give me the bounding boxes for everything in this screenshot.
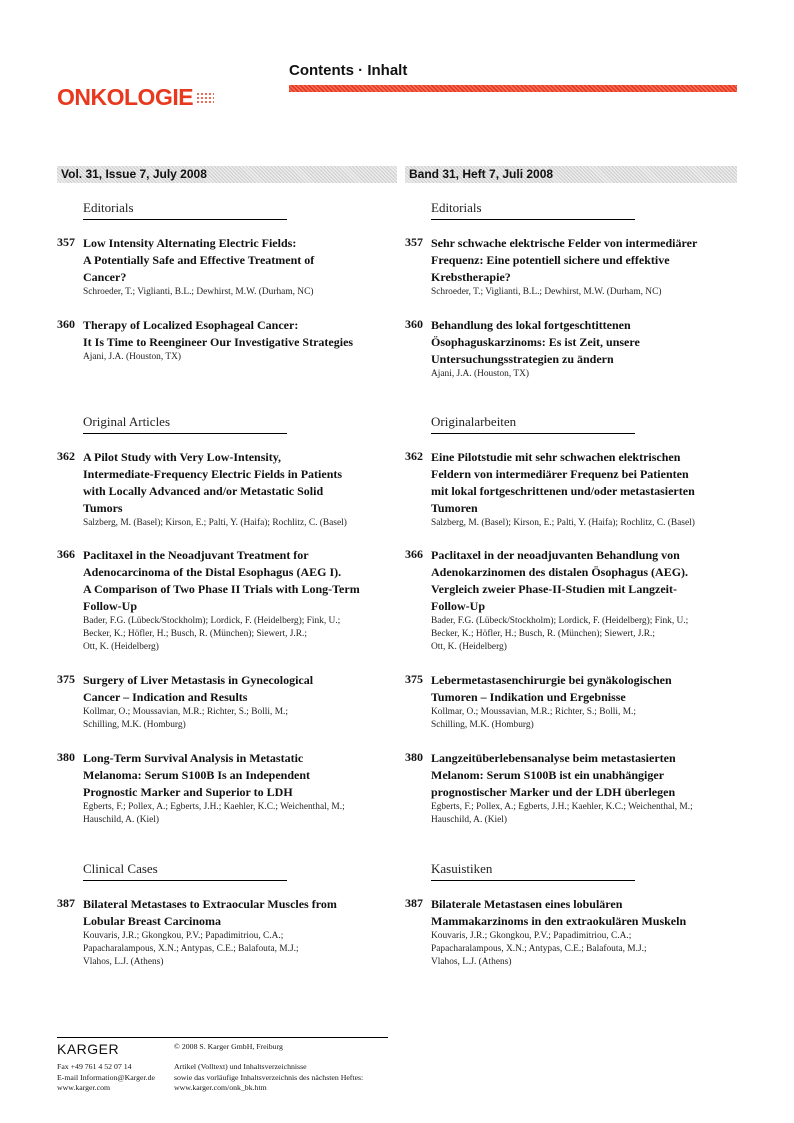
article-authors-line: Schilling, M.K. (Homburg) <box>83 720 186 730</box>
online-note-line: Artikel (Volltext) und Inhaltsverzeichnisse <box>174 1062 307 1071</box>
section-heading: Editorials <box>431 200 482 215</box>
article-authors-line: Kouvaris, J.R.; Gkongkou, P.V.; Papadimitriou, C.A.; <box>431 931 632 941</box>
article-authors-line: Vlahos, L.J. (Athens) <box>431 957 512 967</box>
article-title-line: Cancer – Indication and Results <box>83 690 248 704</box>
article-authors-line: Hauschild, A. (Kiel) <box>83 815 160 825</box>
article-authors-line: Ajani, J.A. (Houston, TX) <box>83 352 181 362</box>
article-authors-line: Schroeder, T.; Viglianti, B.L.; Dewhirst, M.W. (Durham, NC) <box>431 287 662 297</box>
article-title-line: Krebstherapie? <box>431 270 511 284</box>
article-authors-line: Egberts, F.; Pollex, A.; Egberts, J.H.; Kaehler, K.C.; Weichenthal, M.; <box>431 802 693 812</box>
toc-entry[interactable] <box>57 449 397 530</box>
article-title-line: Feldern von intermediärer Frequenz bei Patienten <box>431 467 689 481</box>
section-editorials <box>57 200 397 220</box>
article-title-line: Bilateral Metastases to Extraocular Muscles from <box>83 897 337 911</box>
section-rule <box>83 219 287 220</box>
online-note-line: sowie das vorläufige Inhaltsverzeichnis des nächsten Heftes: <box>174 1072 364 1082</box>
page-number: 362 <box>57 449 75 463</box>
toc-entry[interactable] <box>405 672 745 732</box>
article-title-line: Bilaterale Metastasen eines lobulären <box>431 897 623 911</box>
issue-bar-english: Vol. 31, Issue 7, July 2008 <box>57 166 397 183</box>
article-authors-line: Salzberg, M. (Basel); Kirson, E.; Palti, Y. (Haifa); Rochlitz, C. (Basel) <box>431 518 695 528</box>
article-title-line: Long-Term Survival Analysis in Metastatic <box>83 751 304 765</box>
article-title-line: Surgery of Liver Metastasis in Gynecological <box>83 673 314 687</box>
article-title-line: Adenokarzinomen des distalen Ösophagus (AEG). <box>431 565 689 579</box>
article-title-line: A Pilot Study with Very Low-Intensity, <box>83 450 282 464</box>
article-authors-line: Becker, K.; Höfler, H.; Busch, R. (München); Siewert, J.R.; <box>431 629 655 639</box>
section-clinical-cases <box>57 861 397 881</box>
page-number: 360 <box>405 317 423 331</box>
email-address[interactable]: E-mail Information@Karger.de <box>57 1072 155 1082</box>
section-rule <box>83 880 287 881</box>
section-heading: Original Articles <box>83 414 171 429</box>
page-number: 380 <box>405 750 423 764</box>
article-title-line: Vergleich zweier Phase-II-Studien mit Langzeit- <box>431 582 677 596</box>
journal-logo: ONKOLOGIE <box>57 84 194 110</box>
logo-dot-pattern <box>196 92 214 104</box>
toc-entry[interactable] <box>57 750 397 827</box>
article-authors-line: Ott, K. (Heidelberg) <box>431 642 507 652</box>
article-authors-line: Papacharalampous, X.N.; Antypas, C.E.; Balafouta, M.J.; <box>83 944 299 954</box>
fax-number: Fax +49 761 4 52 07 14 <box>57 1062 132 1071</box>
page-number: 366 <box>405 547 423 561</box>
article-title-line: mit lokal fortgeschrittenen und/oder metastasierten <box>431 484 695 498</box>
section-originalarbeiten <box>405 414 745 434</box>
toc-entry[interactable] <box>405 317 745 381</box>
title-rule <box>289 85 737 92</box>
section-rule <box>431 880 635 881</box>
section-heading: Kasuistiken <box>431 861 493 876</box>
article-authors-line: Vlahos, L.J. (Athens) <box>83 957 164 967</box>
section-editorials-de <box>405 200 745 220</box>
article-title-line: Paclitaxel in the Neoadjuvant Treatment for <box>83 548 309 562</box>
article-title-line: A Comparison of Two Phase II Trials with Long-Term <box>83 582 360 596</box>
page-number: 387 <box>405 896 423 910</box>
toc-entry[interactable] <box>57 317 397 364</box>
toc-entry[interactable] <box>405 449 745 530</box>
article-title-line: Follow-Up <box>83 599 137 613</box>
article-authors-line: Salzberg, M. (Basel); Kirson, E.; Palti, Y. (Haifa); Rochlitz, C. (Basel) <box>83 518 347 528</box>
footer-rule <box>57 1037 388 1038</box>
article-title-line: Behandlung des lokal fortgeschtittenen <box>431 318 631 332</box>
article-title-line: Paclitaxel in der neoadjuvanten Behandlung von <box>431 548 680 562</box>
article-title-line: Tumoren <box>431 501 478 515</box>
section-original-articles <box>57 414 397 434</box>
article-title-line: Intermediate-Frequency Electric Fields in Patients <box>83 467 343 481</box>
article-authors-line: Ajani, J.A. (Houston, TX) <box>431 369 529 379</box>
page-number: 357 <box>57 235 75 249</box>
page-number: 357 <box>405 235 423 249</box>
article-title-line: Sehr schwache elektrische Felder von intermediärer <box>431 236 698 250</box>
publisher-logo: KARGER <box>57 1041 120 1057</box>
article-title-line: Melanom: Serum S100B ist ein unabhängiger <box>431 768 665 782</box>
article-title-line: Eine Pilotstudie mit sehr schwachen elektrischen <box>431 450 681 464</box>
toc-entry[interactable] <box>405 235 745 299</box>
page-number: 362 <box>405 449 423 463</box>
article-authors-line: Bader, F.G. (Lübeck/Stockholm); Lordick, F. (Heidelberg); Fink, U.; <box>431 616 689 626</box>
article-title-line: Frequenz: Eine potentiell sichere und effektive <box>431 253 670 267</box>
article-title-line: Therapy of Localized Esophageal Cancer: <box>83 318 299 332</box>
section-heading: Editorials <box>83 200 134 215</box>
section-heading: Clinical Cases <box>83 861 158 876</box>
page-number: 366 <box>57 547 75 561</box>
article-title-line: Follow-Up <box>431 599 485 613</box>
article-title-line: Adenocarcinoma of the Distal Esophagus (AEG I). <box>83 565 342 579</box>
article-title-line: Lebermetastasenchirurgie bei gynäkologischen <box>431 673 672 687</box>
toc-entry[interactable] <box>57 547 397 654</box>
toc-entry[interactable] <box>405 750 745 827</box>
article-title-line: Langzeitüberlebensanalyse beim metastasierten <box>431 751 676 765</box>
article-authors-line: Hauschild, A. (Kiel) <box>431 815 508 825</box>
section-rule <box>431 219 635 220</box>
page-title: Contents · Inhalt <box>289 62 408 79</box>
article-title-line: Untersuchungsstrategien zu ändern <box>431 352 614 366</box>
section-heading: Originalarbeiten <box>431 414 517 429</box>
copyright-notice: © 2008 S. Karger GmbH, Freiburg <box>174 1042 283 1051</box>
article-title-line: prognostischer Marker und der LDH überlegen <box>431 785 676 799</box>
article-authors-line: Egberts, F.; Pollex, A.; Egberts, J.H.; Kaehler, K.C.; Weichenthal, M.; <box>83 802 345 812</box>
article-authors-line: Kollmar, O.; Moussavian, M.R.; Richter, S.; Bolli, M.; <box>83 707 288 717</box>
article-title-line: It Is Time to Reengineer Our Investigative Strategies <box>83 335 354 349</box>
article-authors-line: Schroeder, T.; Viglianti, B.L.; Dewhirst, M.W. (Durham, NC) <box>83 287 314 297</box>
article-title-line: Cancer? <box>83 270 127 284</box>
page-number: 375 <box>57 672 75 686</box>
issue-bar-german: Band 31, Heft 7, Juli 2008 <box>405 166 737 183</box>
article-title-line: Low Intensity Alternating Electric Fields: <box>83 236 297 250</box>
online-note <box>174 1062 363 1094</box>
toc-entry[interactable] <box>405 896 745 969</box>
page-number: 360 <box>57 317 75 331</box>
section-rule <box>431 433 635 434</box>
toc-entry[interactable] <box>405 547 745 654</box>
website-link[interactable]: www.karger.com <box>57 1083 111 1092</box>
page-number: 375 <box>405 672 423 686</box>
article-title-line: A Potentially Safe and Effective Treatment of <box>83 253 315 267</box>
article-title-line: Tumoren – Indikation und Ergebnisse <box>431 690 626 704</box>
article-authors-line: Kouvaris, J.R.; Gkongkou, P.V.; Papadimitriou, C.A.; <box>83 931 284 941</box>
toc-entry[interactable] <box>57 896 397 969</box>
article-title-line: Lobular Breast Carcinoma <box>83 914 222 928</box>
article-title-line: Tumors <box>83 501 123 515</box>
article-title-line: Ösophaguskarzinoms: Es ist Zeit, unsere <box>431 335 640 349</box>
publisher-contact <box>57 1062 155 1094</box>
page-number: 387 <box>57 896 75 910</box>
section-kasuistiken <box>405 861 745 881</box>
article-authors-line: Papacharalampous, X.N.; Antypas, C.E.; Balafouta, M.J.; <box>431 944 647 954</box>
article-authors-line: Ott, K. (Heidelberg) <box>83 642 159 652</box>
article-authors-line: Schilling, M.K. (Homburg) <box>431 720 534 730</box>
section-rule <box>83 433 287 434</box>
article-title-line: Melanoma: Serum S100B Is an Independent <box>83 768 311 782</box>
article-title-line: Mammakarzinoms in den extraokulären Muskeln <box>431 914 687 928</box>
page-number: 380 <box>57 750 75 764</box>
article-title-line: Prognostic Marker and Superior to LDH <box>83 785 293 799</box>
article-authors-line: Bader, F.G. (Lübeck/Stockholm); Lordick, F. (Heidelberg); Fink, U.; <box>83 616 341 626</box>
toc-entry[interactable] <box>57 672 397 732</box>
article-authors-line: Becker, K.; Höfler, H.; Busch, R. (München); Siewert, J.R.; <box>83 629 307 639</box>
toc-entry[interactable] <box>57 235 397 299</box>
article-authors-line: Kollmar, O.; Moussavian, M.R.; Richter, S.; Bolli, M.; <box>431 707 636 717</box>
article-title-line: with Locally Advanced and/or Metastatic Solid <box>83 484 324 498</box>
online-note-link[interactable]: www.karger.com/onk_bk.htm <box>174 1083 267 1092</box>
